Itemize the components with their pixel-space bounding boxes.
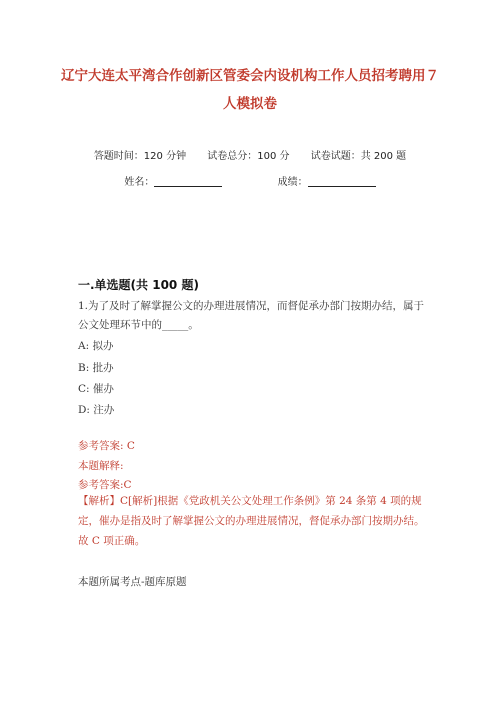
option-b: B: 批办 [78,362,114,374]
section-title: 一.单选题(共 100 题) [78,278,199,292]
exam-question-count: 试卷试题：共 200 题 [310,151,407,162]
grade-field [278,177,376,188]
name-field [124,177,222,188]
footer-note: 本题所属考点-题库原题 [78,576,187,588]
name-label: 姓名： [124,177,155,188]
exam-fill-row [0,173,500,188]
exam-time: 答题时间：120 分钟 [93,151,187,162]
exam-meta-row [0,147,500,162]
grade-blank [308,176,376,187]
question-text: 1.为了及时了解掌握公文的办理进展情况，而督促承办部门按期办结，属于公文处理环节中的_____。 [78,300,425,331]
reference-answer-2: 参考答案:C [78,479,132,491]
option-a: A: 拟办 [78,340,114,352]
option-c: C: 催办 [78,383,114,395]
name-blank [154,176,222,187]
reference-answer: 参考答案: C [78,440,135,452]
exam-total-score: 试卷总分：100 分 [207,151,290,162]
exam-title: 辽宁大连太平湾合作创新区管委会内设机构工作人员招考聘用７人模拟卷 [61,68,439,112]
analysis-label: 本题解释: [78,460,124,472]
explanation-text: 【解析】C[解析]根据《党政机关公文处理工作条例》第 24 条第 4 项的规定，催办是指及时了解掌握公文的办理进展情况，督促承办部门按期办结。故 C 项正确。 [78,495,425,547]
option-d: D: 注办 [78,404,115,416]
grade-label: 成绩： [277,177,308,188]
